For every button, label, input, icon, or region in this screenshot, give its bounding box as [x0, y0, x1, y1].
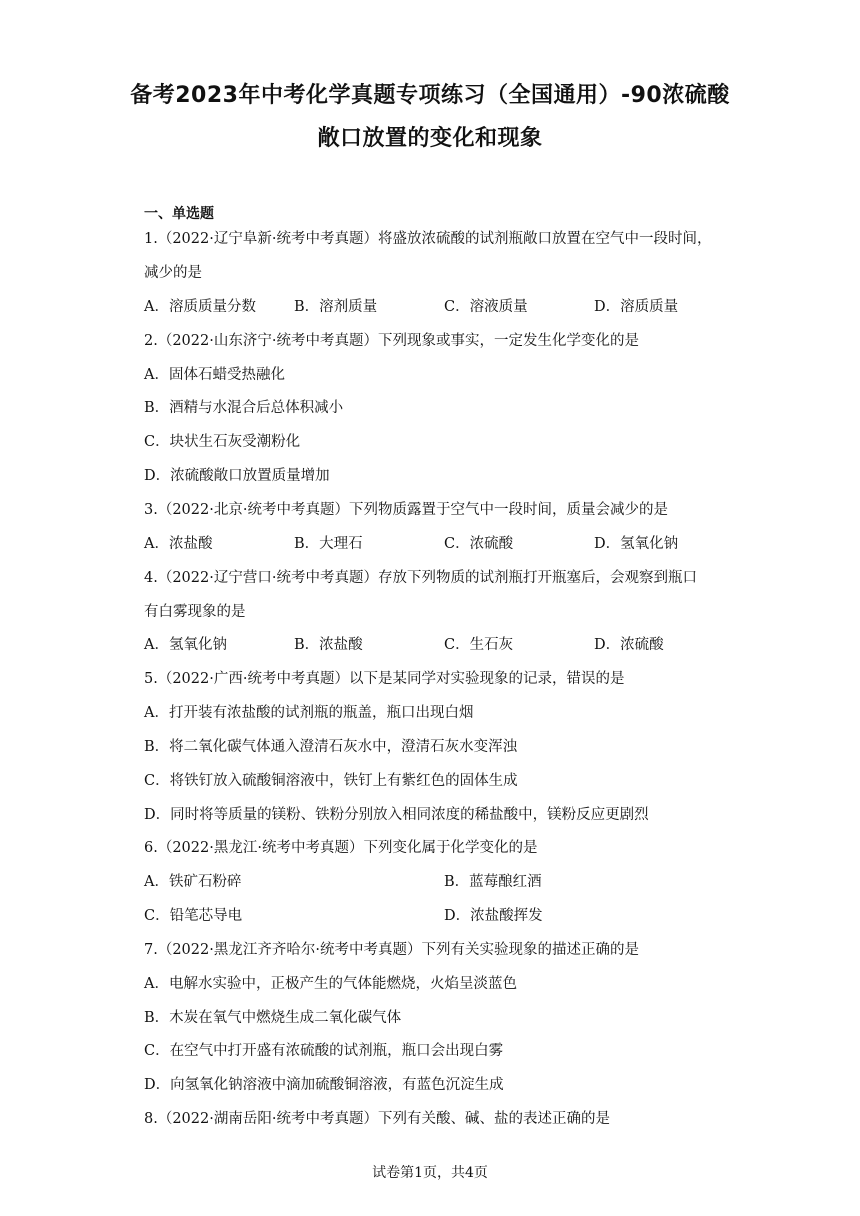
question-3-option-b: B．大理石 [294, 536, 363, 552]
question-7-stem: 7.（2022·黑龙江齐齐哈尔·统考中考真题）下列有关实验现象的描述正确的是 [144, 942, 639, 958]
question-1-option-d: D．溶质质量 [594, 299, 679, 315]
question-5-option-d: D．同时将等质量的镁粉、铁粉分别放入相同浓度的稀盐酸中，镁粉反应更剧烈 [144, 807, 649, 823]
question-1-option-b: B．溶剂质量 [294, 299, 378, 315]
question-2-stem: 2.（2022·山东济宁·统考中考真题）下列现象或事实，一定发生化学变化的是 [144, 333, 639, 349]
page-title-line-1: 备考2023年中考化学真题专项练习（全国通用）-90浓硫酸 [130, 83, 730, 108]
question-3-option-c: C．浓硫酸 [444, 536, 514, 552]
question-1-stem-line-2: 减少的是 [144, 265, 202, 281]
question-6-option-d: D．浓盐酸挥发 [444, 908, 543, 924]
page-footer: 试卷第1页，共4页 [372, 1165, 488, 1181]
question-4-option-b: B．浓盐酸 [294, 637, 363, 653]
question-1-option-a: A．溶质质量分数 [144, 299, 256, 315]
question-7-option-d: D．向氢氧化钠溶液中滴加硫酸铜溶液，有蓝色沉淀生成 [144, 1077, 504, 1093]
question-6-option-b: B．蓝莓酿红酒 [444, 874, 542, 890]
question-5-option-c: C．将铁钉放入硫酸铜溶液中，铁钉上有紫红色的固体生成 [144, 773, 518, 789]
question-5-option-b: B．将二氧化碳气体通入澄清石灰水中，澄清石灰水变浑浊 [144, 739, 518, 755]
question-3-option-d: D．氢氧化钠 [594, 536, 679, 552]
question-3-option-a: A．浓盐酸 [144, 536, 213, 552]
question-4-option-d: D．浓硫酸 [594, 637, 664, 653]
question-2-option-a: A．固体石蜡受热融化 [144, 367, 285, 383]
question-6-stem: 6.（2022·黑龙江·统考中考真题）下列变化属于化学变化的是 [144, 840, 538, 856]
question-3-stem: 3.（2022·北京·统考中考真题）下列物质露置于空气中一段时间，质量会减少的是 [144, 502, 668, 518]
question-4-option-a: A．氢氧化钠 [144, 637, 227, 653]
question-7-option-c: C．在空气中打开盛有浓硫酸的试剂瓶，瓶口会出现白雾 [144, 1043, 504, 1059]
question-2-option-d: D．浓硫酸敞口放置质量增加 [144, 468, 330, 484]
question-5-stem: 5.（2022·广西·统考中考真题）以下是某同学对实验现象的记录，错误的是 [144, 671, 625, 687]
question-7-option-b: B．木炭在氧气中燃烧生成二氧化碳气体 [144, 1010, 402, 1026]
question-2-option-b: B．酒精与水混合后总体积减小 [144, 400, 344, 416]
question-5-option-a: A．打开装有浓盐酸的试剂瓶的瓶盖，瓶口出现白烟 [144, 705, 474, 721]
question-4-option-c: C．生石灰 [444, 637, 514, 653]
question-4-stem-line-1: 4.（2022·辽宁营口·统考中考真题）存放下列物质的试剂瓶打开瓶塞后，会观察到瓶口 [144, 570, 697, 586]
question-7-option-a: A．电解水实验中，正极产生的气体能燃烧，火焰呈淡蓝色 [144, 976, 517, 992]
question-2-option-c: C．块状生石灰受潮粉化 [144, 434, 301, 450]
question-6-option-a: A．铁矿石粉碎 [144, 874, 242, 890]
page-title-line-2: 敞口放置的变化和现象 [317, 126, 543, 151]
question-4-stem-line-2: 有白雾现象的是 [144, 604, 246, 620]
question-1-stem-line-1: 1.（2022·辽宁阜新·统考中考真题）将盛放浓硫酸的试剂瓶敞口放置在空气中一段时间， [144, 231, 712, 247]
question-1-option-c: C．溶液质量 [444, 299, 528, 315]
question-6-option-c: C．铅笔芯导电 [144, 908, 243, 924]
question-8-stem: 8.（2022·湖南岳阳·统考中考真题）下列有关酸、碱、盐的表述正确的是 [144, 1111, 610, 1127]
section-heading: 一、单选题 [144, 206, 214, 222]
